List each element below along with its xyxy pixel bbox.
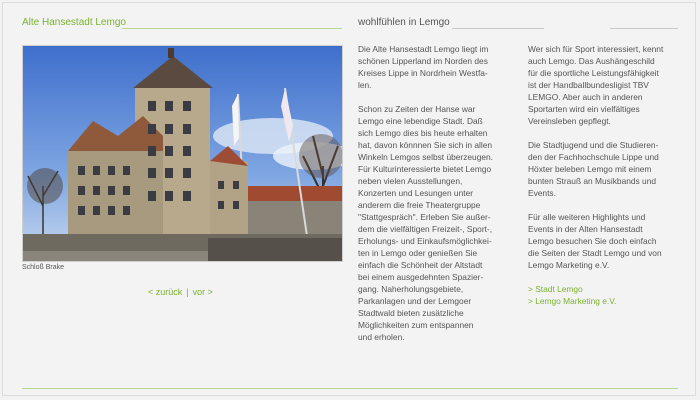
paragraph: Die Alte Hansestadt Lemgo liegt im schönen Lipperland im Norden des Kreises Lippe in Nordrhein Westfa- len. — [358, 44, 489, 90]
footer-divider — [22, 388, 678, 389]
section-heading-left: Alte Hansestadt Lemgo — [22, 17, 126, 28]
section-heading-middle: wohlfühlen in Lemgo — [358, 17, 450, 28]
heading-divider-right — [610, 28, 678, 29]
paragraph: Schon zu Zeiten der Hanse war Lemgo eine lebendige Stadt. Daß sich Lemgo dies bis heute erhalten hat, davon könnnen Sie sich in allen Winkeln Lemgos selbst überzeugen. Für Kulturinteressierte bietet Lemgo neben vielen Ausstellungen, Konzerten und Lesungen unter anderem die freie Theatergruppe "Stattgespräch". Erleben Sie außer- dem die vielfältigen Freizeit-, Sport-, Erholungs- und Einkaufsmöglichkei- ten in Lemgo oder genießen Sie einfach die Schönheit der Altstadt bei einem ausgedehnten Spazier- gang. Naherholungsgebiete, Parkanlagen und der Lemgoer Stadtwald bieten zusätzliche Möglichkeiten zum entspannen und erholen. — [358, 104, 494, 342]
link-lemgo-marketing[interactable]: > Lemgo Marketing e.V. — [528, 296, 617, 306]
paragraph: Für alle weiteren Highlights und Events in der Alten Hansestadt Lemgo besuchen Sie doch einfach die Seiten der Stadt Lemgo und von Lemgo Marketing e.V. — [528, 212, 662, 270]
link-stadt-lemgo[interactable]: > Stadt Lemgo — [528, 284, 583, 294]
paragraph: Die Stadtjugend und die Studieren- den der Fachhochschule Lippe und Höxter beleben Lemgo mit einem bunten Strauß an Musikbands und Events. — [528, 140, 659, 198]
text-column-middle — [358, 43, 510, 355]
pager-separator: | — [186, 287, 189, 297]
photo-caption: Schloß Brake — [22, 264, 65, 271]
forward-link[interactable]: vor > — [192, 287, 213, 297]
text-column-right — [528, 43, 680, 307]
link-list — [528, 283, 680, 307]
back-link[interactable]: < zurück — [148, 287, 183, 297]
pagination — [148, 287, 213, 297]
paragraph: Wer sich für Sport interessiert, kennt auch Lemgo. Das Aushängeschild für die sportliche Leistungsfähigkeit ist der Handballbundesligist TBV LEMGO. Aber auch in anderen Sportarten wird ein vielfältiges Vereinsleben gepflegt. — [528, 44, 664, 126]
heading-divider-middle — [452, 28, 544, 29]
castle-photo — [22, 45, 343, 262]
heading-divider-left — [122, 28, 342, 29]
